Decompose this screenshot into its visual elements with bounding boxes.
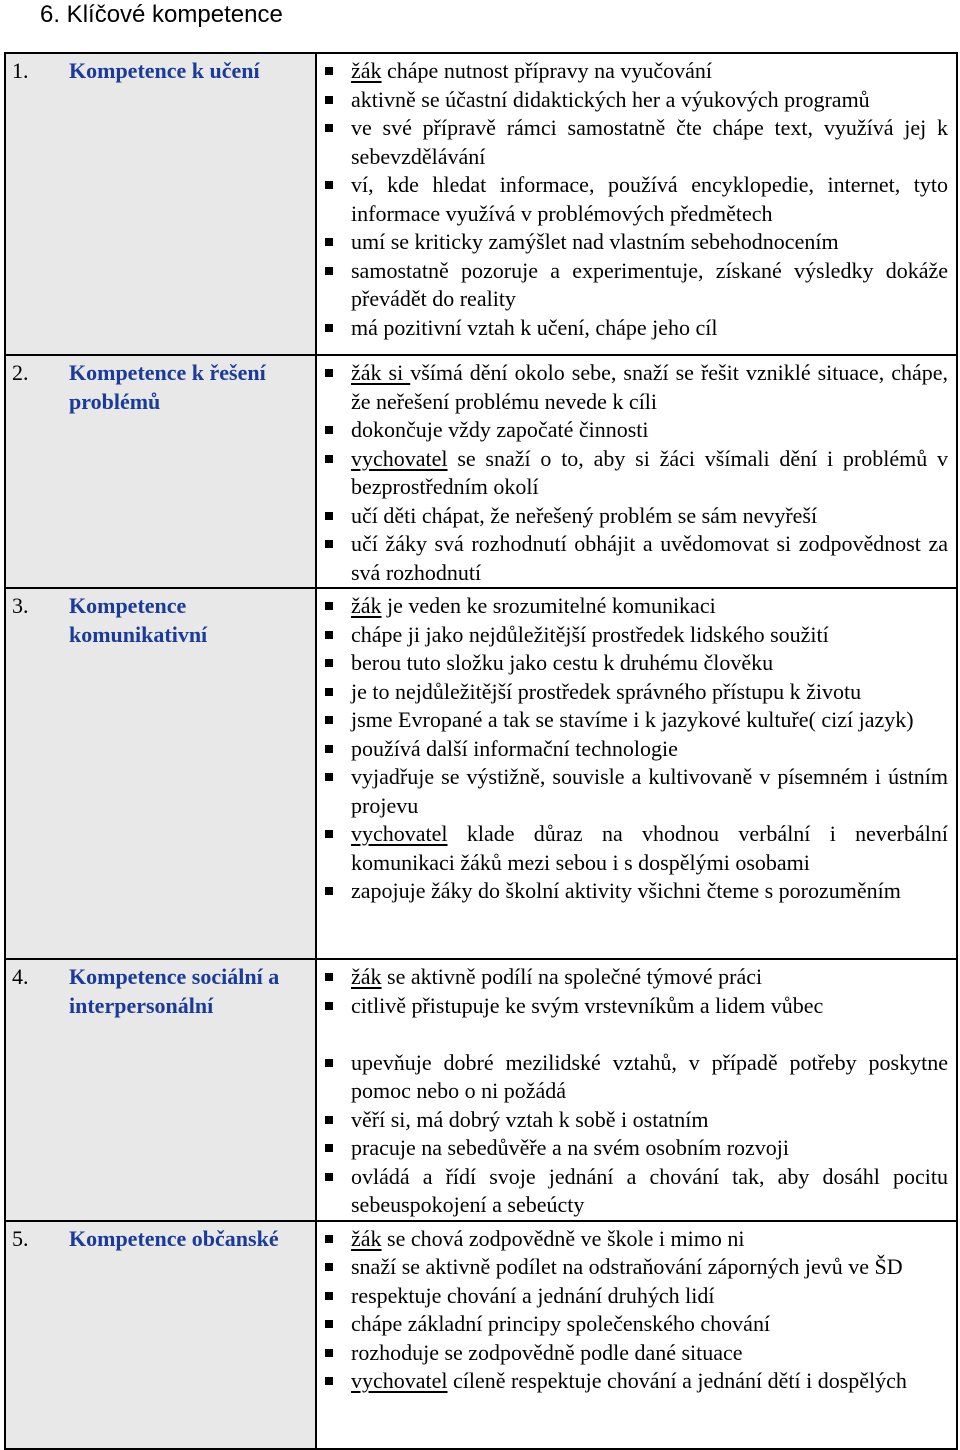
item-text: samostatně pozoruje a experimentuje, získané výsledky dokáže převádět do reality	[351, 257, 948, 311]
item-text: snaží se aktivně podílet na odstraňování záporných jevů ve ŠD	[351, 1254, 903, 1279]
competence-items-cell	[316, 588, 957, 959]
item-lead: žák	[351, 593, 382, 618]
item-text: jsme Evropané a tak se stavíme i k jazykové kultuře( cizí jazyk)	[351, 707, 914, 732]
item-text: aktivně se účastní didaktických her a výukových programů	[351, 86, 870, 112]
list-item	[317, 1163, 948, 1220]
list-item	[317, 359, 948, 416]
bullet-list	[317, 960, 956, 1220]
item-text: učí děti chápat, že neřešený problém se sám nevyřeší	[351, 502, 818, 528]
list-item	[317, 86, 948, 115]
competence-name-cell	[5, 355, 316, 588]
list-item	[317, 763, 948, 820]
competence-name: Kompetence sociální a interpersonální	[69, 964, 280, 1018]
competence-name: Kompetence komunikativní	[69, 593, 208, 647]
item-text: dokončuje vždy započaté činnosti	[351, 417, 649, 442]
item-text: citlivě přistupuje ke svým vrstevníkům a lidem vůbec	[351, 992, 824, 1018]
item-text: vyjadřuje se výstižně, souvisle a kultivovaně v písemném i ústním projevu	[351, 764, 948, 818]
table-row	[5, 588, 957, 959]
table-row	[5, 53, 957, 355]
item-lead: žák	[351, 58, 382, 83]
competences-table	[4, 52, 958, 1450]
list-item	[317, 621, 948, 650]
item-text: ve své přípravě rámci samostatně čte chápe text, využívá jej k sebevzdělávání	[351, 115, 948, 169]
item-text: zapojuje žáky do školní aktivity všichni čteme s porozuměním	[351, 878, 901, 903]
list-item	[317, 678, 948, 707]
item-text: berou tuto složku jako cestu k druhému člověku	[351, 650, 774, 675]
item-text: je to nejdůležitější prostředek správného přístupu k životu	[351, 678, 862, 704]
list-item	[317, 877, 948, 906]
list-item	[317, 1282, 948, 1311]
list-item	[317, 1106, 948, 1135]
item-text: všímá dění okolo sebe, snaží se řešit vzniklé situace, chápe, že neřešení problému nevede k cíli	[351, 360, 949, 414]
competence-name-cell	[5, 588, 316, 959]
list-item	[317, 735, 948, 764]
competence-number: 4.	[12, 964, 29, 989]
competence-name: Kompetence k řešení problémů	[69, 360, 266, 414]
list-item	[317, 706, 948, 735]
table-row	[5, 959, 957, 1221]
item-lead: žák si	[351, 360, 411, 385]
list-item	[317, 445, 948, 502]
table-row	[5, 355, 957, 588]
competence-name-cell	[5, 959, 316, 1221]
list-item	[317, 1310, 948, 1339]
bullet-list	[317, 54, 956, 342]
item-text: se aktivně podílí na společné týmové práci	[381, 964, 763, 989]
list-item	[317, 592, 948, 621]
item-text: věří si, má dobrý vztah k sobě i ostatním	[351, 1106, 709, 1132]
page-title: 6. Klíčové kompetence	[40, 1, 283, 28]
list-item	[317, 257, 948, 314]
list-item	[317, 1367, 948, 1396]
item-text: používá další informační technologie	[351, 735, 678, 761]
list-item	[317, 114, 948, 171]
item-text: se snaží o to, aby si žáci všímali dění i problémů v bezprostředním okolí	[351, 445, 948, 499]
list-item	[317, 530, 948, 587]
item-text: cíleně respektuje chování a jednání dětí i dospělých	[447, 1368, 907, 1393]
item-text: pracuje na sebedůvěře a na svém osobním rozvoji	[351, 1135, 790, 1160]
item-text: ovládá a řídí svoje jednání a chování tak, aby dosáhl pocitu sebeuspokojení a sebeúcty	[351, 1163, 948, 1217]
item-text: rozhoduje se zodpovědně podle dané situace	[351, 1339, 743, 1365]
competence-items-cell	[316, 53, 957, 355]
bullet-list	[317, 356, 956, 587]
item-text: upevňuje dobré mezilidské vztahů, v případě potřeby poskytne pomoc nebo o ni požádá	[351, 1049, 948, 1103]
list-item	[317, 314, 948, 343]
competence-name-cell	[5, 53, 316, 355]
list-item	[317, 1134, 948, 1163]
competence-number: 5.	[12, 1225, 29, 1251]
item-lead: žák	[351, 964, 382, 989]
item-text: učí žáky svá rozhodnutí obhájit a uvědomovat si zodpovědnost za svá rozhodnutí	[351, 531, 948, 585]
bullet-list	[317, 589, 956, 906]
list-item	[317, 1225, 948, 1254]
list-item	[317, 228, 948, 257]
competence-items-cell	[316, 959, 957, 1221]
item-text: klade důraz na vhodnou verbální i neverbální komunikaci žáků mezi sebou i s dospělými osobami	[351, 821, 948, 875]
item-text: je veden ke srozumitelné komunikaci	[381, 593, 716, 618]
list-item	[317, 1253, 948, 1282]
item-lead: vychovatel	[351, 445, 448, 471]
list-item	[317, 1049, 948, 1106]
item-lead: žák	[351, 1225, 382, 1251]
competence-number: 1.	[12, 58, 29, 83]
competence-number: 3.	[12, 593, 29, 618]
competence-name: Kompetence k učení	[69, 58, 260, 83]
competence-name-cell	[5, 1221, 316, 1449]
list-item	[317, 992, 948, 1021]
item-text: ví, kde hledat informace, používá encyklopedie, internet, tyto informace využívá v problémových předmětech	[351, 172, 948, 226]
item-text: chápe ji jako nejdůležitější prostředek lidského soužití	[351, 621, 829, 647]
item-text: chápe základní principy společenského chování	[351, 1311, 771, 1336]
list-item	[317, 963, 948, 992]
table-row	[5, 1221, 957, 1449]
item-lead: vychovatel	[351, 1368, 448, 1393]
competence-items-cell	[316, 1221, 957, 1449]
list-item	[317, 1339, 948, 1368]
list-item	[317, 649, 948, 678]
list-item	[317, 416, 948, 445]
item-text: má pozitivní vztah k učení, chápe jeho cíl	[351, 314, 718, 340]
competence-name: Kompetence občanské	[69, 1225, 279, 1251]
list-item	[317, 820, 948, 877]
item-lead: vychovatel	[351, 821, 448, 846]
item-text: se chová zodpovědně ve škole i mimo ni	[381, 1225, 745, 1251]
list-item	[317, 171, 948, 228]
competence-number: 2.	[12, 360, 29, 385]
bullet-list	[317, 1222, 956, 1396]
item-text: umí se kriticky zamýšlet nad vlastním sebehodnocením	[351, 229, 839, 254]
list-item	[317, 502, 948, 531]
item-text: respektuje chování a jednání druhých lidí	[351, 1282, 715, 1308]
item-text: chápe nutnost přípravy na vyučování	[381, 58, 713, 83]
list-item	[317, 57, 948, 86]
competence-items-cell	[316, 355, 957, 588]
